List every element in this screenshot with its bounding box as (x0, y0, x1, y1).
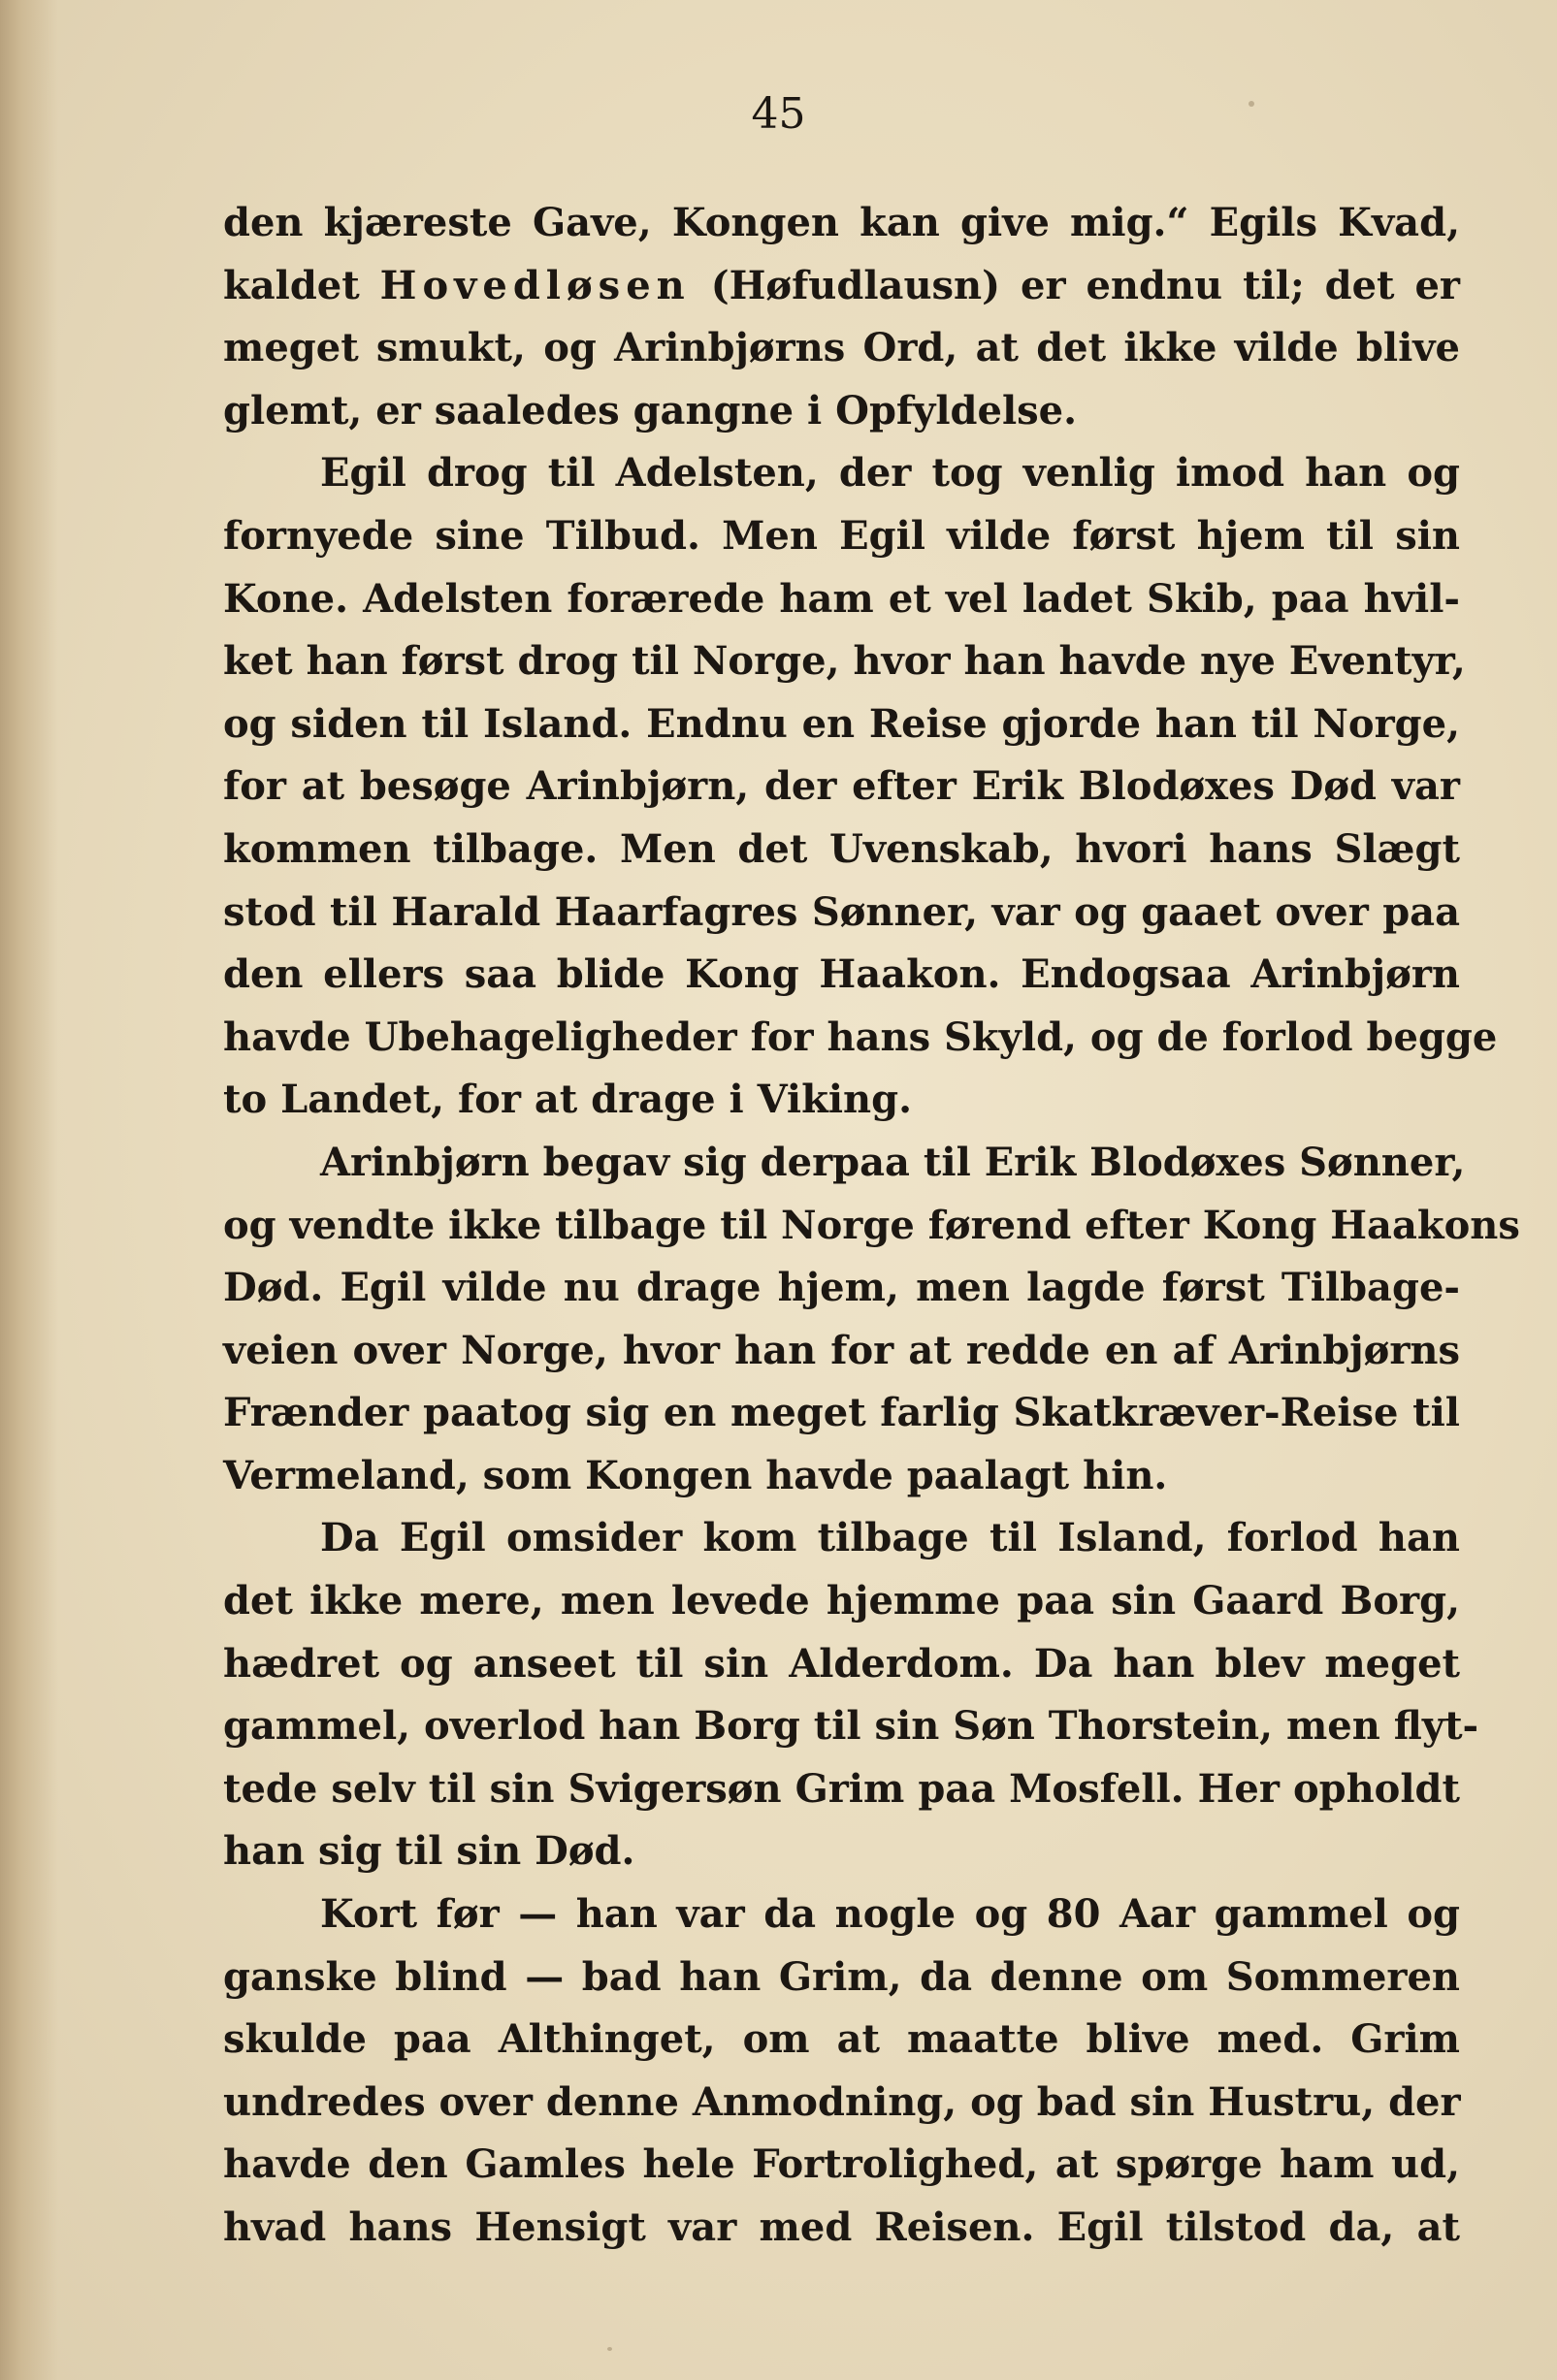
text-line: fornyede sine Tilbud. Men Egil vilde først hjem til sin (223, 512, 1460, 559)
text-line: Arinbjørn begav sig derpaa til Erik Blodøxes Sønner, (320, 1139, 1466, 1185)
text-line: og siden til Island. Endnu en Reise gjorde han til Norge, (223, 700, 1460, 747)
text-line: kommen tilbage. Men det Uvenskab, hvori hans Slægt (223, 825, 1460, 872)
text-line: Frænder paatog sig en meget farlig Skatkræver-Reise til (223, 1390, 1460, 1436)
text-line: hvad hans Hensigt var med Reisen. Egil tilstod da, at (223, 2204, 1460, 2250)
text-line: Egil drog til Adelsten, der tog venlig imod han og (320, 450, 1460, 497)
text-line: meget smukt, og Arinbjørns Ord, at det ikke vilde blive (223, 325, 1460, 371)
text-line: Kort før — han var da nogle og 80 Aar gammel og (320, 1891, 1460, 1938)
text-line (223, 255, 1460, 318)
text-line: havde Ubehageligheder for hans Skyld, og de forlod begge (223, 1013, 1498, 1060)
text-line: glemt, er saaledes gangne i Opfyldelse. (223, 387, 1078, 434)
page-number: 45 (751, 89, 806, 139)
text-line: tede selv til sin Svigersøn Grim paa Mosfell. Her opholdt (223, 1765, 1460, 1812)
text-line: undredes over denne Anmodning, og bad sin Hustru, der (223, 2078, 1461, 2125)
text-fragment (691, 263, 711, 308)
text-line: havde den Gamles hele Fortrolighed, at spørge ham ud, (223, 2141, 1460, 2188)
body-text (223, 192, 1520, 2260)
text-line: stod til Harald Haarfagres Sønner, var og gaaet over paa (223, 888, 1460, 935)
text-line: Kone. Adelsten forærede ham et vel ladet Skib, paa hvil- (223, 575, 1460, 622)
text-line: ket han først drog til Norge, hvor han havde nye Eventyr, (223, 638, 1466, 685)
text-line: Vermeland, som Kongen havde paalagt hin. (223, 1452, 1168, 1498)
text-line: hædret og anseet til sin Alderdom. Da han blev meget (223, 1640, 1460, 1687)
text-line: skulde paa Althinget, om at maatte blive med. Grim (223, 2016, 1460, 2063)
text-fragment: (Høfudlausn) er endnu til; det er (710, 262, 1461, 308)
text-line: og vendte ikke tilbage til Norge førend efter Kong Haakons (223, 1202, 1520, 1248)
text-line: Død. Egil vilde nu drage hjem, men lagde først Tilbage- (223, 1265, 1460, 1311)
text-line: ganske blind — bad han Grim, da denne om Sommeren (223, 1953, 1460, 2000)
emphasized-title: Hovedløsen (379, 262, 691, 308)
text-line: veien over Norge, hvor han for at redde en af Arinbjørns (223, 1327, 1460, 1373)
paper-speck (607, 2347, 612, 2351)
text-line: to Landet, for at drage i Viking. (223, 1077, 912, 1123)
text-line: Da Egil omsider kom tilbage til Island, forlod han (320, 1515, 1460, 1561)
text-fragment: kaldet (223, 262, 380, 308)
text-line: gammel, overlod han Borg til sin Søn Thorstein, men flyt- (223, 1703, 1479, 1750)
text-line: det ikke mere, men levede hjemme paa sin Gaard Borg, (223, 1578, 1460, 1624)
text-line: den kjæreste Gave, Kongen kan give mig.“ Egils Kvad, (223, 200, 1460, 245)
text-line: den ellers saa blide Kong Haakon. Endogsaa Arinbjørn (223, 951, 1460, 998)
text-line: han sig til sin Død. (223, 1828, 635, 1875)
text-line: for at besøge Arinbjørn, der efter Erik Blodøxes Død var (223, 763, 1460, 810)
